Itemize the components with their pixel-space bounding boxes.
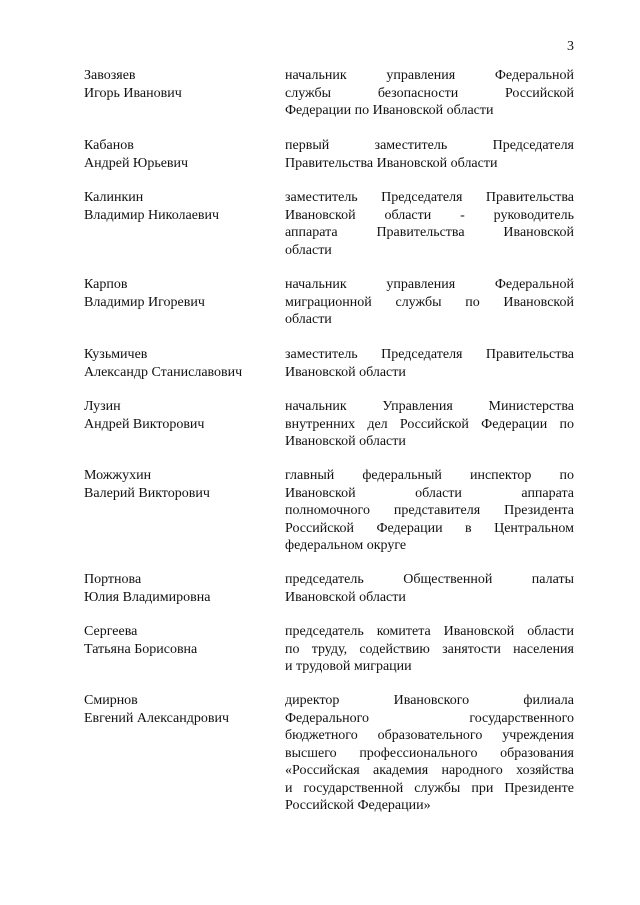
position-line: Ивановской области аппарата (285, 485, 574, 501)
member-name (84, 276, 274, 311)
member-position (285, 398, 574, 451)
member-given-names: Юлия Владимировна (84, 589, 211, 605)
position-line: аппарата Правительства Ивановской (285, 225, 574, 240)
member-surname: Завозяев (84, 68, 136, 83)
member-position (285, 571, 574, 606)
position-line: Российской Федерации» (285, 798, 431, 813)
position-line: начальник управления Федеральной (285, 277, 574, 292)
member-position (285, 623, 574, 676)
member-given-names: Игорь Иванович (84, 85, 182, 101)
member-position (285, 189, 574, 259)
position-line: внутренних дел Российской Федерации по (285, 416, 574, 432)
position-line: начальник Управления Министерства (285, 399, 574, 414)
position-line: Ивановской области - руководитель (285, 207, 574, 223)
member-name (84, 398, 274, 433)
member-name (84, 189, 274, 224)
position-line: начальник управления Федеральной (285, 68, 574, 83)
member-given-names: Александр Станиславович (84, 364, 243, 380)
member-surname: Кузьмичев (84, 347, 148, 362)
position-line: Правительства Ивановской области (285, 155, 498, 171)
position-line: председатель комитета Ивановской области (285, 624, 574, 639)
member-surname: Калинкин (84, 190, 144, 205)
member-position (285, 346, 574, 381)
position-line: заместитель Председателя Правительства (285, 347, 574, 362)
position-line: и государственной службы при Президенте (285, 780, 574, 796)
member-name (84, 346, 274, 381)
member-surname: Кабанов (84, 138, 134, 153)
position-line: миграционной службы по Ивановской (285, 294, 574, 310)
member-given-names: Евгений Александрович (84, 710, 230, 726)
member-name (84, 467, 274, 502)
member-given-names: Владимир Игоревич (84, 294, 205, 310)
position-line: председатель Общественной палаты (285, 572, 574, 587)
position-line: Федерального государственного (285, 710, 574, 726)
position-line: федеральном округе (285, 538, 407, 553)
member-surname: Можжухин (84, 468, 152, 483)
member-given-names: Валерий Викторович (84, 485, 210, 501)
position-line: заместитель Председателя Правительства (285, 190, 574, 205)
position-line: службы безопасности Российской (285, 85, 574, 101)
member-surname: Сергеева (84, 624, 138, 639)
position-line: первый заместитель Председателя (285, 138, 574, 153)
position-line: Ивановской области (285, 364, 406, 380)
position-line: Федерации по Ивановской области (285, 103, 494, 118)
member-given-names: Андрей Юрьевич (84, 155, 189, 171)
member-position (285, 692, 574, 815)
member-position (285, 467, 574, 555)
position-line: Ивановской области (285, 434, 406, 449)
member-name (84, 571, 274, 606)
position-line: высшего профессионального образования (285, 745, 574, 761)
member-surname: Карпов (84, 277, 128, 292)
position-line: Ивановской области (285, 589, 406, 605)
member-given-names: Татьяна Борисовна (84, 641, 198, 657)
position-line: области (285, 312, 332, 327)
member-position (285, 67, 574, 120)
member-given-names: Владимир Николаевич (84, 207, 220, 223)
member-position (285, 276, 574, 329)
member-given-names: Андрей Викторович (84, 416, 205, 432)
position-line: и трудовой миграции (285, 659, 412, 674)
position-line: бюджетного образовательного учреждения (285, 728, 574, 743)
member-surname: Лузин (84, 399, 121, 414)
member-name (84, 692, 274, 727)
position-line: Российской Федерации в Центральном (285, 520, 574, 536)
member-name (84, 137, 274, 172)
member-name (84, 67, 274, 102)
member-surname: Смирнов (84, 693, 138, 708)
member-surname: Портнова (84, 572, 142, 587)
page-number: 3 (567, 39, 574, 54)
position-line: по труду, содействию занятости населения (285, 641, 574, 657)
position-line: «Российская академия народного хозяйства (285, 763, 574, 778)
position-line: полномочного представителя Президента (285, 503, 574, 518)
position-line: директор Ивановского филиала (285, 693, 574, 708)
member-position (285, 137, 574, 172)
position-line: главный федеральный инспектор по (285, 468, 574, 483)
member-name (84, 623, 274, 658)
position-line: области (285, 242, 332, 258)
